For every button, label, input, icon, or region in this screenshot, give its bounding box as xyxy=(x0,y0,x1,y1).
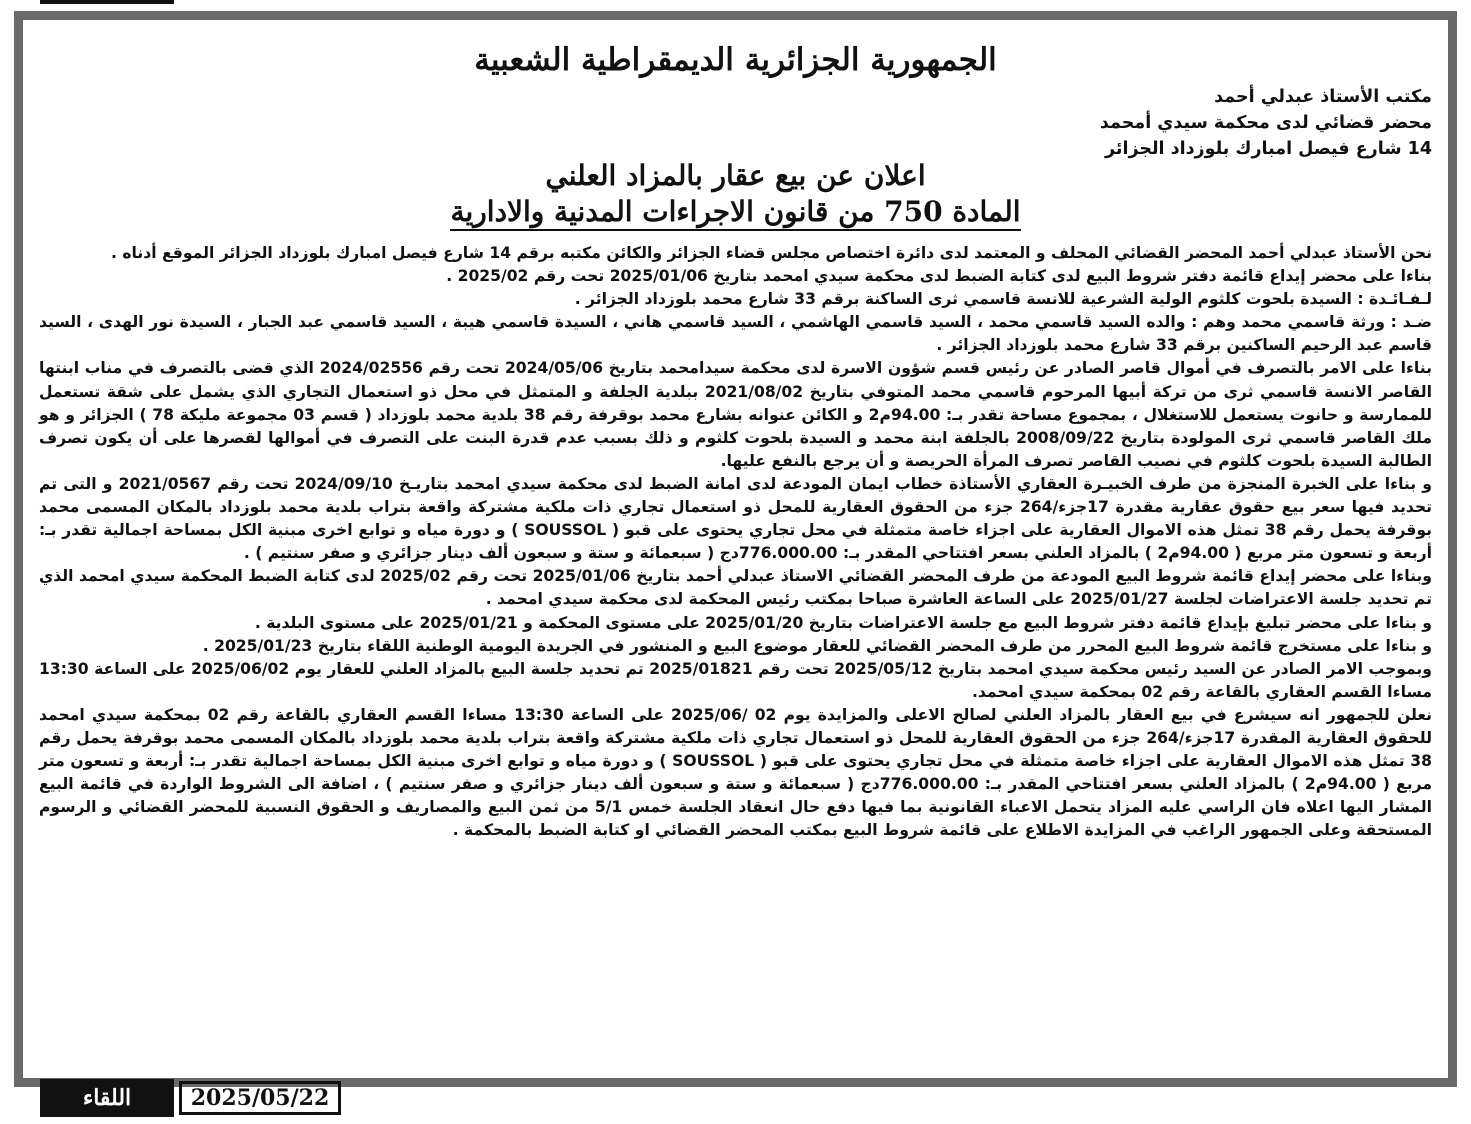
republic-title: الجمهورية الجزائرية الديمقراطية الشعبية xyxy=(474,42,997,78)
body-paragraph: بناءا على الامر بالتصرف في أموال قاصر الصادر عن رئيس قسم شؤون الاسرة لدى محكمة سيدامحمد بتاريخ 2024/05/06 تحت رقم 2024/02556 الذي قضى بالتصرف في مناب ابنتها القاصر الانسة قاسمي ثرى من تركة أبيها المرحوم قاسمي محمد المتوفي بتاريخ 2021/08/02 ببلدية الجلفة و المتمثل في محل ذو استعمال التجاري الذي يشمل على شقة تستعمل للممارسة و حانوت يستعمل للاستغلال ، بمجموع مساحة تقدر بـ: 94.00م2 و الكائن عنوانه بشارع محمد بوقرفة رقم 38 بلدية محمد بلوزداد ( قسم 03 مجموعة مليكة 78 ) الجزائر و هو ملك القاصر قاسمي ثرى المولودة بتاريخ 2008/09/22 بالجلفة ابنة محمد و السيدة بلحوت كلثوم و ذلك بسبب عدم قدرة البنت على التصرف في أموالها لقصرها على أن يكون تصرف الطالبة السيدة بلحوت كلثوم في نصيب القاصر تصرف المرأة الحريصة و أن يرجع بالنفع عليها. xyxy=(39,359,1433,470)
body-paragraph: وبناءا على محضر إيداع قائمة شروط البيع المودعة من طرف المحضر القضائي الاستاذ عبدلي أحمد بتاريخ 2025/01/06 تحت رقم 2025/02 لدى كتابة الضبط المحكمة سيدي امحمد الذي تم تحديد جلسة الاعتراضات لجلسة 2025/01/27 على الساعة العاشرة صباحا بمكتب رئيس المحكمة لدى محكمة سيدي امحمد . xyxy=(39,567,1432,609)
body-paragraph: و بناءا على مستخرج قائمة شروط البيع المحرر من طرف المحضر القضائي للعقار موضوع البيع و المنشور في الجريدة اليومية الوطنية اللقاء بتاريخ 2025/01/23 . xyxy=(202,636,1432,655)
office-line: 14 شارع فيصل امبارك بلوزداد الجزائر xyxy=(1104,139,1432,159)
body-paragraph: وبموجب الامر الصادر عن السيد رئيس محكمة سيدي امحمد بتاريخ 2025/05/12 تحت رقم 2025/01821 تم تحديد جلسة البيع بالمزاد العلني للعقار يوم 2025/06/02 على الساعة 13:30 مساءا القسم العقاري بالقاعة رقم 02 بمحكمة سيدي امحمد. xyxy=(39,659,1432,701)
publication-date: 2025/05/22 xyxy=(179,1081,341,1115)
body-paragraph: و بناءا على محضر تبليغ بإيداع قائمة دفتر شروط البيع مع جلسة الاعتراضات بتاريخ 2025/01/20 على مستوى المحكمة و 2025/01/21 على مستوى البلدية . xyxy=(254,613,1432,632)
announcement-frame xyxy=(14,11,1457,1087)
body-paragraph: نعلن للجمهور انه سيشرع في بيع العقار بالمزاد العلني لصالح الاعلى والمزايدة يوم 02 /2025/06 على الساعة 13:30 مساءا القسم العقاري بالقاعة رقم 02 بمحكمة سيدي امحمد للحقوق العقارية المقدرة 17جزء/264 جزء من الحقوق العقارية للمحل ذو استعمال تجاري ذات ملكية مشتركة واقعة بتراب بلدية محمد بلوزداد بالمكان المسمى محمد بوقرفة يحمل رقم 38 تمثل هذه الاموال العقارية على اجزاء خاصة متمثلة في محل تجاري يحتوى على قبو ( SOUSSOL ) و دورة مياه و توابع اخرى مبنية الكل بمساحة اجمالية تقدر بـ: أربعة و تسعون متر مربع ( 94.00م2 ) بالمزاد العلني بسعر افتتاحي المقدر بـ: 776.000.00دج ( سبعمائة و ستة و سبعون ألف دينار جزائري و صفر سنتيم ) ، اضافة الى الشروط الواردة في قائمة البيع المشار اليها اعلاه فان الراسي عليه المزاد يتحمل الاعباء القانونية بما فيها دفع حال انعقاد الجلسة خمس 5/1 من ثمن البيع والمصاريف و الحقوق النسبية للمحضر القضائي و الرسوم المستحقة وعلى الجمهور الراغب في المزايدة الاطلاع على قائمة شروط البيع بمكتب المحضر القضائي او كتابة الضبط بالمحكمة . xyxy=(39,705,1433,840)
announcement-body xyxy=(39,242,1432,842)
announcement-title: اعلان عن بيع عقار بالمزاد العلني xyxy=(545,159,926,192)
newspaper-name-badge: اللقاء xyxy=(40,1079,174,1117)
body-paragraph: و بناءا على الخبرة المنجزة من طرف الخبيـرة العقاري الأستاذة خطاب ايمان المودعة لدى امانة الضبط لدى محكمة سيدي امحمد بتاريـخ 2024/09/10 تحت رقم 2021/0567 و التى تم تحديد فيها سعر بيع حقوق عقارية مقدرة 17جزء/264 جزء من الحقوق العقارية للمحل ذو استعمال تجاري ذات ملكية مشتركة واقعة بتراب بلدية محمد بلوزداد بالمكان المسمى محمد بوقرفة يحمل رقم 38 تمثل هذه الاموال العقارية على اجزاء خاصة متمثلة في محل تجاري يحتوى على قبو ( SOUSSOL ) و دورة مياه و توابع اخرى مبنية الكل بمساحة اجمالية تقدر بـ: أربعة و تسعون متر مربع ( 94.00م2 ) بالمزاد العلني بسعر افتتاحي المقدر بـ: 776.000.00دج ( سبعمائة و ستة و سبعون ألف دينار جزائري و صفر سنتيم ) . xyxy=(39,474,1432,563)
body-paragraph: لـفـائـدة : السيدة بلحوت كلثوم الولية الشرعية للانسة قاسمي ثرى الساكنة برقم 33 شارع محمد بلوزداد الجزائر . xyxy=(574,290,1432,309)
office-info xyxy=(832,84,1432,162)
office-line: مكتب الأستاذ عبدلي أحمد xyxy=(1214,87,1432,107)
body-paragraph: ضـد : ورثة قاسمي محمد وهم : والده السيد قاسمي محمد ، السيد قاسمي الهاشمي ، السيد قاسمي هاني ، السيدة قاسمي هيبة ، السيد قاسمي عبد الجبار ، السيدة نور الهدى ، السيد قاسم عبد الرحيم الساكنين برقم 33 شارع محمد بلوزداد الجزائر . xyxy=(39,313,1432,355)
body-paragraph: بناءا على محضر إيداع قائمة دفتر شروط البيع لدى كتابة الضبط لدى محكمة سيدي امحمد بتاريخ 2025/01/06 تحت رقم 2025/02 . xyxy=(446,267,1432,286)
office-line: محضر قضائي لدى محكمة سيدي أمحمد xyxy=(1099,113,1432,133)
announcement-subtitle-wrap xyxy=(23,194,1448,230)
top-bar-decoration xyxy=(40,0,174,4)
body-paragraph: نحن الأستاذ عبدلي أحمد المحضر القضائي المحلف و المعتمد لدى دائرة اختصاص مجلس قضاء الجزائر والكائن مكتبه برقم 14 شارع فيصل امبارك بلوزداد الجزائر الموقع أدناه . xyxy=(110,244,1432,262)
announcement-subtitle: المادة 750 من قانون الاجراءات المدنية والادارية xyxy=(450,195,1020,231)
